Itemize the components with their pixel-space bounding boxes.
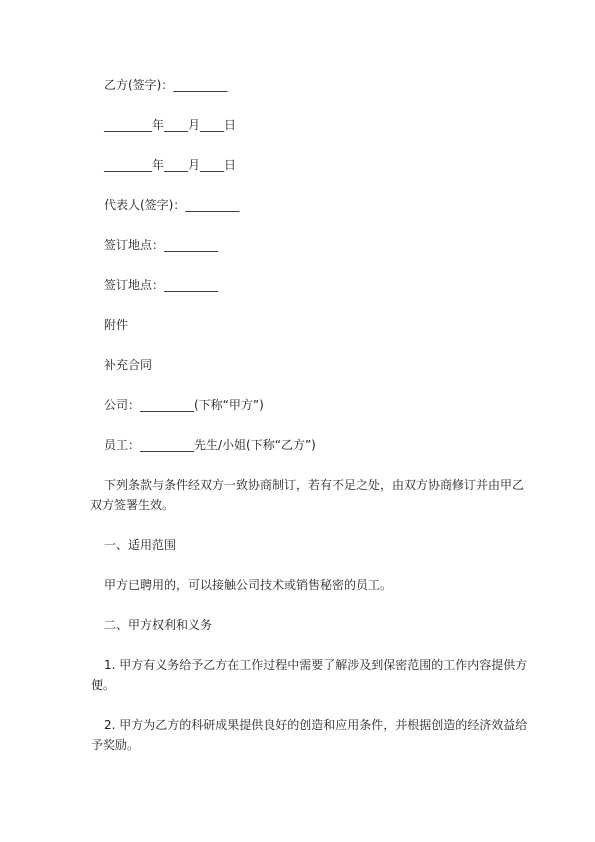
- attachment-heading: 附件: [104, 318, 129, 332]
- intro-paragraph: [90, 475, 534, 515]
- representative-signature-line: 代表人(签字)：_________: [104, 198, 240, 212]
- item-2-line-2: 予奖励。: [91, 738, 140, 752]
- section-1-body: 甲方已聘用的，可以接触公司技术或销售秘密的员工。: [104, 578, 393, 592]
- signing-place-line-2: 签订地点：_________: [104, 278, 219, 292]
- employee-party-b-line: 员工：_________先生/小姐(下称“乙方”): [104, 438, 316, 452]
- signing-place-line-1: 签订地点：_________: [104, 238, 219, 252]
- section-2-item-2: [91, 715, 534, 755]
- date-line-2: ________年____月____日: [104, 158, 237, 172]
- party-b-signature-line: 乙方(签字)：_________: [104, 78, 228, 92]
- date-line-1: ________年____月____日: [104, 118, 237, 132]
- intro-line-1: 下列条款与条件经双方一致协商制订，若有不足之处，由双方协商修订并由甲乙: [104, 478, 525, 492]
- item-1-line-2: 便。: [91, 678, 116, 692]
- item-1-line-1: 1. 甲方有义务给予乙方在工作过程中需要了解涉及到保密范围的工作内容提供方: [104, 658, 528, 672]
- supplementary-contract-title: 补充合同: [104, 358, 153, 372]
- section-2-heading: 二、甲方权利和义务: [104, 618, 213, 632]
- intro-line-2: 双方签署生效。: [90, 498, 175, 512]
- section-1-heading: 一、适用范围: [104, 538, 177, 552]
- company-party-a-line: 公司：_________(下称“甲方”): [104, 398, 264, 412]
- item-2-line-1: 2. 甲方为乙方的科研成果提供良好的创造和应用条件，并根据创造的经济效益给: [104, 718, 528, 732]
- section-2-item-1: [91, 655, 534, 695]
